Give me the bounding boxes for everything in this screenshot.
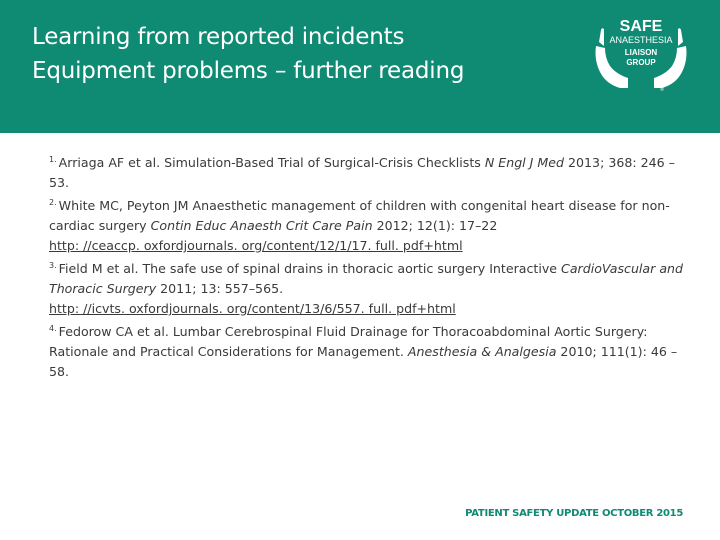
- right-hand-icon: [654, 46, 687, 88]
- reference-text: Fedorow CA et al. Lumbar Cerebrospinal Fluid Drainage for Thoracoabdominal Aortic Surgery: Rationale and Practical Considerations for Management.: [49, 324, 648, 359]
- header-banner: [0, 0, 720, 133]
- reference-link[interactable]: http: //ceaccp. oxfordjournals. org/content/12/1/17. full. pdf+html: [49, 238, 463, 253]
- reference-journal: CardioVascular and Thoracic Surgery: [49, 261, 684, 296]
- reference-number: 2.: [49, 198, 57, 207]
- reference-citation: 2012; 12(1): 17–22: [372, 218, 498, 233]
- logo-line-3: LIAISON: [624, 48, 658, 57]
- reference-number: 1.: [49, 155, 57, 164]
- reference-item: [49, 256, 689, 319]
- reference-number: 3.: [49, 261, 57, 270]
- reference-journal: N Engl J Med: [484, 155, 565, 170]
- logo-registered-mark: ®: [660, 87, 664, 92]
- reference-text: Arriaga AF et al. Simulation-Based Trial of Surgical-Crisis Checklists: [58, 155, 485, 170]
- logo-line-4: GROUP: [626, 58, 656, 67]
- reference-list: [49, 150, 689, 382]
- left-hand-icon: [596, 46, 629, 88]
- reference-text: Field M et al. The safe use of spinal drains in thoracic aortic surgery Interactive: [58, 261, 562, 276]
- logo-line-2: ANAESTHESIA: [609, 35, 673, 45]
- reference-text: White MC, Peyton JM Anaesthetic management of children with congenital heart disease for non-cardiac surgery: [49, 198, 670, 233]
- page-title: [32, 20, 464, 88]
- reference-item: [49, 150, 689, 193]
- reference-journal: Contin Educ Anaesth Crit Care Pain: [150, 218, 373, 233]
- logo-line-1: SAFE: [619, 18, 663, 35]
- reference-journal: Anesthesia & Analgesia: [407, 344, 557, 359]
- title-line-1: Learning from reported incidents: [32, 24, 405, 50]
- reference-citation: 2013; 368: 246 –53.: [49, 155, 675, 190]
- reference-link[interactable]: http: //icvts. oxfordjournals. org/content/13/6/557. full. pdf+html: [49, 301, 456, 316]
- safe-anaesthesia-logo: [590, 16, 692, 92]
- footer-label: PATIENT SAFETY UPDATE OCTOBER 2015: [465, 508, 683, 519]
- reference-item: [49, 193, 689, 256]
- reference-citation: 2011; 13: 557–565.: [156, 281, 284, 296]
- title-line-2: Equipment problems – further reading: [32, 58, 465, 84]
- reference-citation: 2010; 111(1): 46 –58.: [49, 344, 678, 379]
- reference-number: 4.: [49, 324, 57, 333]
- reference-item: [49, 319, 689, 382]
